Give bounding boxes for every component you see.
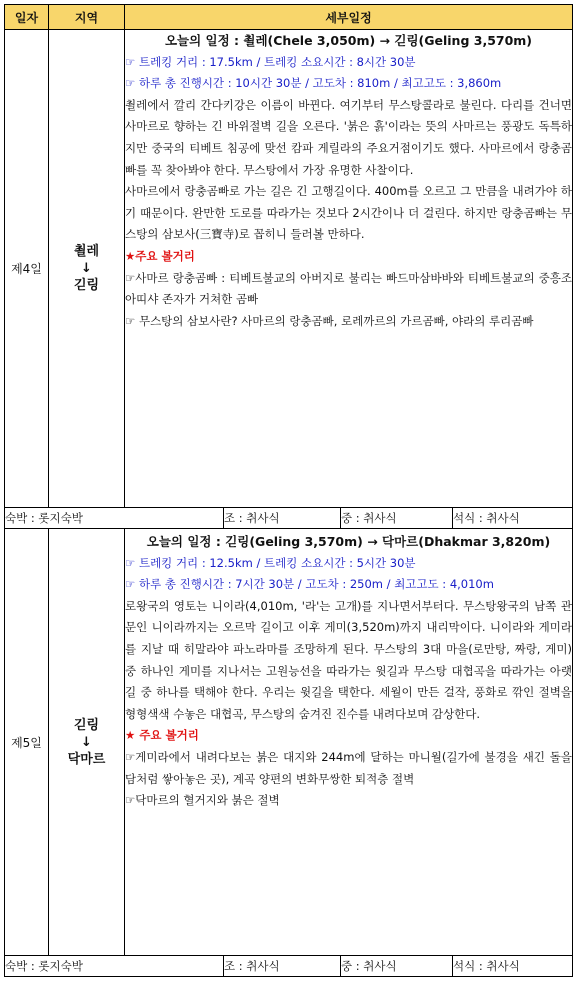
trek-info: ☞ 트레킹 거리 : 12.5km / 트레킹 소요시간 : 5시간 30분 xyxy=(125,555,416,570)
lunch-info: 중 : 취사식 xyxy=(341,956,453,977)
breakfast-info: 조 : 취사식 xyxy=(224,956,341,977)
lunch-info: 중 : 취사식 xyxy=(341,508,453,529)
total-info: ☞ 하루 총 진행시간 : 7시간 30분 / 고도차 : 250m / 최고고도 : 4,010m xyxy=(125,577,494,592)
header-date: 일자 xyxy=(5,5,49,30)
region-from: 긷링 xyxy=(73,717,100,733)
region-to: 긷링 xyxy=(73,278,100,293)
total-info: ☞ 하루 총 진행시간 : 10시간 30분 / 고도차 : 810m / 최고고도 : 3,860m xyxy=(125,76,502,91)
header-region: 지역 xyxy=(49,5,125,30)
day-row xyxy=(5,30,573,508)
highlight-item: ☞게미라에서 내려다보는 붉은 대지와 244m에 달하는 마니월(길가에 불경을 새긴 돌을 담처럼 쌓아놓은 곳), 계곡 양편의 변화무쌍한 퇴적층 절벽 xyxy=(125,749,572,786)
lodging-info: 숙박 : 롯지숙박 xyxy=(5,508,224,529)
itinerary-table xyxy=(4,4,573,977)
trek-info: ☞ 트레킹 거리 : 17.5km / 트레킹 소요시간 : 8시간 30분 xyxy=(125,54,416,69)
day-label: 제4일 xyxy=(5,30,49,508)
highlight-label: ★주요 볼거리 xyxy=(125,248,195,263)
down-arrow-icon: ↓ xyxy=(81,261,92,276)
region-cell xyxy=(49,30,125,508)
dinner-info: 석식 : 취사식 xyxy=(453,508,573,529)
header-detail: 세부일정 xyxy=(125,5,573,30)
detail-cell xyxy=(125,529,573,956)
highlight-item: ☞ 무스탕의 삼보사란? 사마르의 랑충곰빠, 로레까르의 가르곰빠, 야라의 루리곰빠 xyxy=(125,313,534,328)
highlight-item: ☞사마르 랑충곰빠 : 티베트불교의 아버지로 불리는 빠드마삼바바와 티베트불교의 중흥조 아띠샤 존자가 거쳐한 곰빠 xyxy=(125,270,572,307)
header-row xyxy=(5,5,573,30)
down-arrow-icon: ↓ xyxy=(81,734,92,750)
footer-row xyxy=(5,956,573,977)
detail-cell xyxy=(125,30,573,508)
footer-row xyxy=(5,508,573,529)
day-title: 오늘의 일정 : 긷링(Geling 3,570m) → 닥마르(Dhakmar 3,820m) xyxy=(146,534,551,549)
region-cell xyxy=(49,529,125,956)
breakfast-info: 조 : 취사식 xyxy=(224,508,341,529)
day-title: 오늘의 일정 : 쵤레(Chele 3,050m) → 긷링(Geling 3,570m) xyxy=(164,33,533,48)
description-2: 사마르에서 랑충곰빠로 가는 길은 긴 고행길이다. 400m를 오르고 그 만큼을 내려가야 하기 때문이다. 완만한 도로를 따라가는 것보다 2시간이나 더 걸린다. 하지만 랑충곰빠는 무스탕의 삼보사(三寶寺)로 꼽히니 들러볼 만하다. xyxy=(125,184,572,242)
lodging-info: 숙박 : 롯지숙박 xyxy=(5,956,224,977)
highlight-label: ★ 주요 볼거리 xyxy=(125,728,199,743)
region-from: 쵤레 xyxy=(73,244,100,259)
dinner-info: 석식 : 취사식 xyxy=(453,956,573,977)
description: 쵤레에서 깔리 간다키강은 이름이 바뀐다. 여기부터 무스탕콜라로 불린다. 다리를 건너면 사마르로 향하는 긴 바위절벽 길을 오른다. '붉은 흙'이라는 뜻의 사마르는 풍광도 독특하지만 중국의 티베트 침공에 맞선 캄파 게릴라의 주요거점이기도 했다. 사마르에서 랑충곰빠를 꼭 찾아봐야 한다. 무스탕에서 가장 유명한 사찰이다. xyxy=(125,97,572,177)
day-row xyxy=(5,529,573,956)
highlight-item: ☞닥마르의 혈거지와 붉은 절벽 xyxy=(125,793,280,808)
region-to: 닥마르 xyxy=(67,751,106,767)
day-label: 제5일 xyxy=(5,529,49,956)
description: 로왕국의 영토는 니이라(4,010m, '라'는 고개)를 지나면서부터다. 무스탕왕국의 남쪽 관문인 니이라까지는 오르막 길이고 이후 게미(3,520m)까지 내리막이다. 니이라와 게미라를 지날 때 히말라야 파노라마를 조망하게 된다. 무스탕의 3대 마을(로만탕, 짜랑, 게미) 중 하나인 게미를 지나서는 고원능선을 따라가는 윗길과 무스탕 대협곡을 따라가는 아랫길 중 하나를 택해야 한다. 우리는 윗길을 택한다. 세월이 만든 걸작, 풍화로 깎인 절벽을 형형색색 수놓은 대협곡, 무스탕의 숨겨진 진수를 내려다보며 감상한다. xyxy=(125,598,572,721)
